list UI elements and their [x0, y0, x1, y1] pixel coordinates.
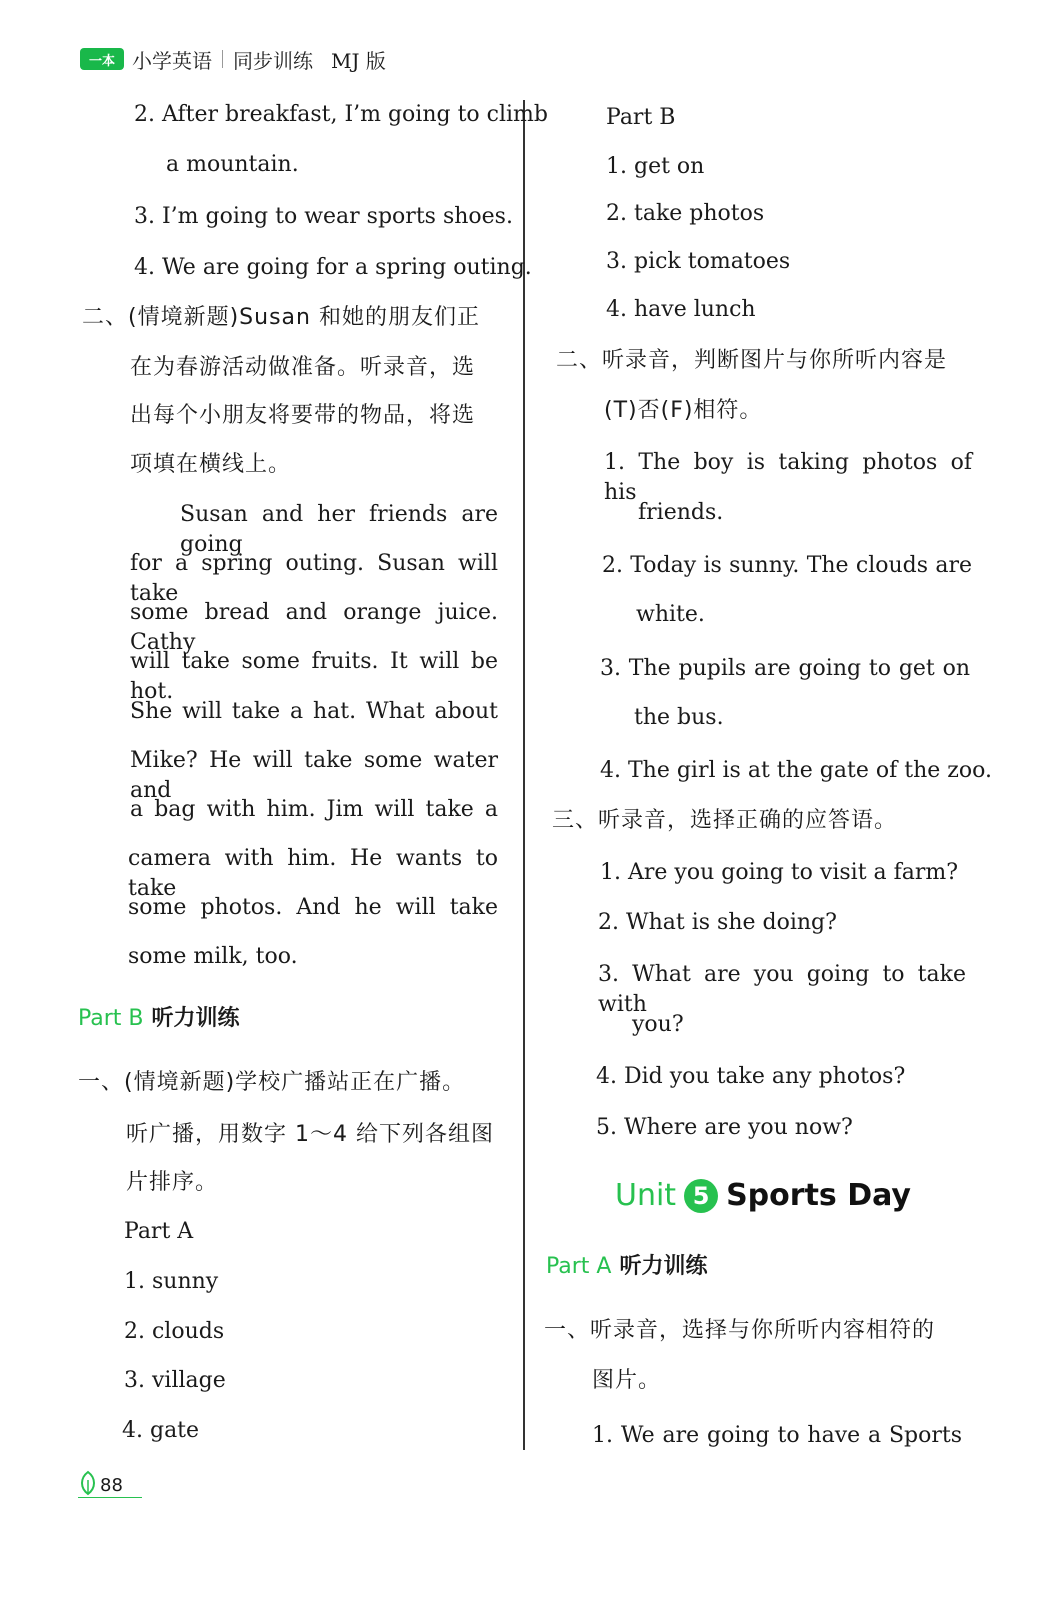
response-item-4: 4. Did you take any photos? — [596, 1064, 906, 1089]
right-part-b-label: Part B — [606, 105, 676, 130]
unit-number-badge: 5 — [684, 1179, 718, 1213]
unit5-item-1: 1. We are going to have a Sports — [592, 1423, 962, 1448]
column-divider — [523, 100, 525, 1450]
passage-line-10: some milk, too. — [128, 944, 298, 969]
page-number-underline — [78, 1497, 142, 1498]
right-part-a-heading — [546, 1249, 708, 1280]
brand-logo: 一本 — [80, 48, 124, 70]
tf-item-3b: the bus. — [634, 705, 724, 730]
part-a-label-right: Part A — [546, 1254, 612, 1279]
right-section-2-heading-2: (T)否(F)相符。 — [604, 398, 763, 423]
left-item-3: 3. I’m going to wear sports shoes. — [134, 204, 513, 229]
section-2-heading-3: 出每个小朋友将要带的物品，将选 — [130, 403, 476, 428]
passage-line-6: Mike? He will take some water and — [130, 748, 498, 803]
header-subject: 小学英语 — [132, 48, 212, 73]
right-b-item-4: 4. have lunch — [606, 297, 756, 322]
passage-line-2: for a spring outing. Susan will take — [130, 551, 498, 606]
page-number-text: 88 — [100, 1475, 123, 1496]
right-b-item-1: 1. get on — [606, 154, 705, 179]
passage-line-5: She will take a hat. What about — [130, 699, 498, 724]
tf-item-4: 4. The girl is at the gate of the zoo. — [600, 758, 992, 783]
part-a-item-1: 1. sunny — [124, 1269, 219, 1294]
passage-line-3: some bread and orange juice. Cathy — [130, 600, 498, 655]
response-item-2: 2. What is she doing? — [598, 910, 837, 935]
part-a-label: Part A — [124, 1219, 194, 1244]
right-section-3-heading: 三、听录音，选择正确的应答语。 — [552, 808, 898, 833]
page-number — [78, 1470, 123, 1496]
passage-line-1: Susan and her friends are going — [180, 502, 498, 557]
tf-item-3a: 3. The pupils are going to get on — [600, 656, 970, 681]
unit-title: Sports Day — [726, 1178, 911, 1213]
response-item-3b: you? — [632, 1012, 684, 1037]
response-item-5: 5. Where are you now? — [596, 1115, 853, 1140]
unit-word: Unit — [615, 1178, 677, 1213]
section-2-heading-2: 在为春游活动做准备。听录音，选 — [130, 355, 476, 380]
section-2-heading-1: 二、(情境新题)Susan 和她的朋友们正 — [82, 305, 480, 330]
section-2-heading-4: 项填在横线上。 — [130, 452, 292, 477]
header-series: 同步训练 — [233, 48, 313, 73]
response-item-3a: 3. What are you going to take with — [598, 962, 966, 1017]
leaf-icon — [78, 1470, 98, 1496]
section-1-heading-2: 听广播，用数字 1～4 给下列各组图 — [126, 1122, 494, 1147]
passage-line-4: will take some fruits. It will be hot. — [130, 649, 498, 704]
passage-line-9: some photos. And he will take — [128, 895, 498, 920]
right-b-item-2: 2. take photos — [606, 201, 765, 226]
tf-item-1a: 1. The boy is taking photos of his — [604, 450, 972, 505]
page-header — [80, 42, 386, 76]
part-a-title-right: 听力训练 — [619, 1254, 708, 1279]
tf-item-1b: friends. — [638, 500, 724, 525]
left-item-2b: a mountain. — [166, 152, 299, 177]
unit5-section-1-heading-1: 一、听录音，选择与你所听内容相符的 — [544, 1318, 936, 1343]
right-section-2-heading-1: 二、听录音，判断图片与你所听内容是 — [556, 348, 948, 373]
tf-item-2b: white. — [636, 602, 705, 627]
header-separator — [222, 50, 223, 68]
passage-line-7: a bag with him. Jim will take a — [130, 797, 498, 822]
left-item-4: 4. We are going for a spring outing. — [134, 255, 532, 280]
part-a-item-2: 2. clouds — [124, 1319, 225, 1344]
section-1-heading-1: 一、(情境新题)学校广播站正在广播。 — [78, 1070, 466, 1095]
part-b-label: Part B — [78, 1006, 144, 1031]
left-part-b-heading — [78, 1001, 240, 1032]
unit5-section-1-heading-2: 图片。 — [592, 1368, 662, 1393]
response-item-1: 1. Are you going to visit a farm? — [600, 860, 959, 885]
left-item-2a: 2. After breakfast, I’m going to climb — [134, 102, 549, 127]
part-a-item-3: 3. village — [124, 1368, 226, 1393]
right-b-item-3: 3. pick tomatoes — [606, 249, 791, 274]
passage-line-8: camera with him. He wants to take — [128, 846, 498, 901]
part-b-title: 听力训练 — [151, 1006, 240, 1031]
section-1-heading-3: 片排序。 — [126, 1170, 219, 1195]
tf-item-2a: 2. Today is sunny. The clouds are — [602, 553, 972, 578]
unit-heading — [615, 1178, 911, 1213]
header-edition: MJ 版 — [331, 48, 386, 73]
part-a-item-4: 4. gate — [122, 1418, 200, 1443]
